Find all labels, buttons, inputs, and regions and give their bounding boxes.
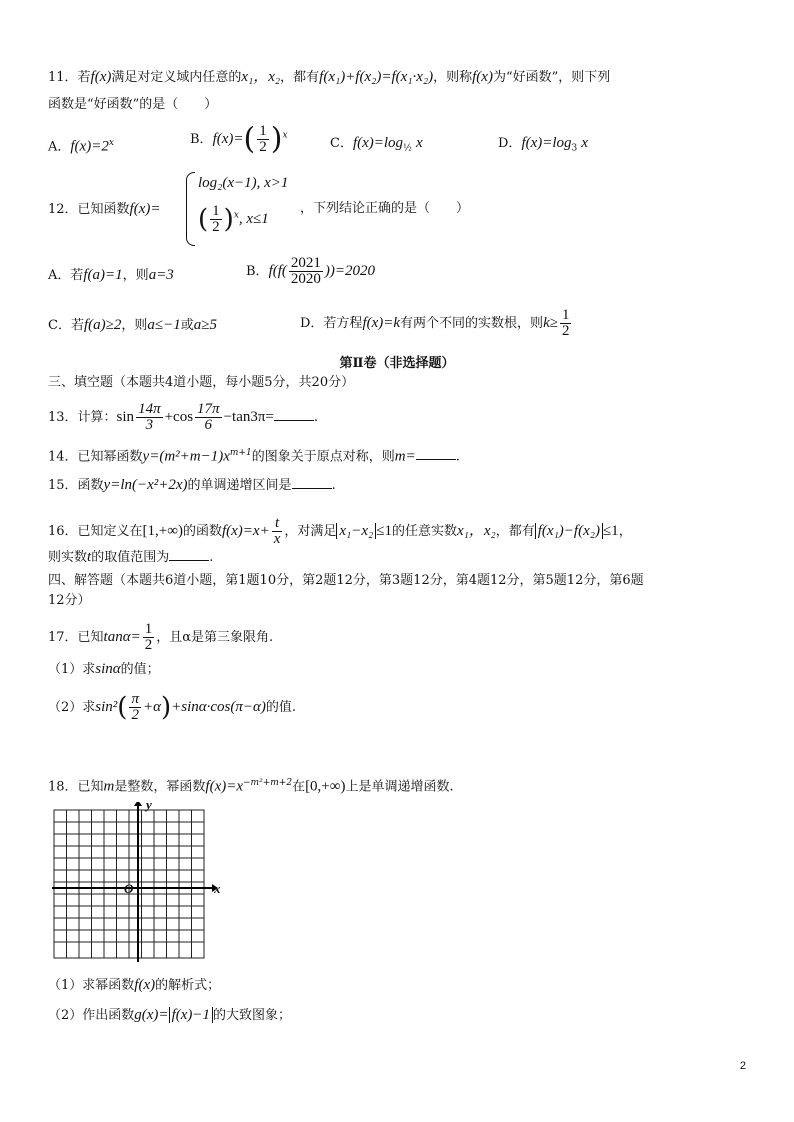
fraction: [195, 402, 222, 433]
numerator: π: [131, 691, 139, 707]
q18-text: 18．已知: [48, 779, 104, 795]
q17-text: 的值.: [265, 700, 297, 715]
q16-text: ，对满足: [284, 524, 337, 539]
option-var: x: [581, 135, 589, 151]
q11-text: ，则称: [433, 70, 473, 85]
case-sup: x: [233, 210, 239, 221]
option-expr: a=3: [148, 267, 174, 283]
q13: 13．计算：sin $\frac{14\pi}{3}$ +cos $\frac{17\pi}{6}$ −tan3π= .: [48, 401, 319, 433]
denominator: 2: [144, 637, 153, 653]
q13-text: 13．计算：: [48, 410, 117, 425]
q18-expr: f(x)=x: [205, 778, 244, 795]
q17-text: （1）求: [48, 662, 96, 677]
q16-var: t: [87, 549, 92, 565]
fraction: [257, 124, 269, 155]
q18-domain: [0,+∞): [305, 778, 346, 795]
q14-var: m=: [394, 448, 416, 465]
q12-case1: [198, 174, 288, 193]
q11-option-b: B．f(x)=( $\frac{1}{2}$ )$^x$: [190, 121, 288, 157]
q18-text: 的解析式；: [155, 978, 221, 993]
fraction: [143, 622, 155, 653]
option-label: D．若方程: [300, 316, 363, 331]
q16-ineq: f(x₁)−f(x₂): [535, 523, 603, 539]
fraction: [560, 308, 572, 339]
answer-blank: [292, 476, 332, 489]
q18-sup: −m²+m+2: [243, 778, 293, 788]
q17-expr: sinα: [95, 661, 121, 677]
option-text: 或: [180, 318, 194, 333]
q14-text: 的图象关于原点对称，则: [251, 449, 395, 465]
denominator: 3: [145, 417, 154, 433]
q12-option-d: [300, 308, 573, 339]
case-expr: log₂(x−1), x>1: [198, 175, 289, 191]
option-sub: 3: [571, 143, 578, 154]
coordinate-grid: [52, 802, 222, 962]
piecewise-brace: [186, 172, 195, 246]
option-sub: ½: [403, 143, 412, 154]
q12-option-b: [246, 256, 375, 287]
fraction: [129, 692, 141, 723]
option-expr: k≥: [543, 315, 558, 331]
option-expr: f(x)=log: [521, 135, 572, 151]
q12-case2: ( $\frac{1}{2}$ )$^x$, x≤1: [198, 203, 269, 235]
fraction: [289, 256, 323, 287]
numerator: 1: [259, 123, 267, 139]
fraction: [272, 516, 283, 547]
option-expr: a≤−1: [147, 317, 181, 333]
option-label: B．: [190, 132, 213, 147]
q15-expr: y=ln(−x²+2x): [103, 477, 188, 493]
option-text: ，则: [121, 318, 148, 333]
q12-option-a: [48, 266, 174, 285]
q17-text: ，且α是第三象限角.: [156, 630, 274, 645]
option-var: x: [415, 135, 423, 151]
q18-sub2: [48, 1006, 291, 1025]
q16-text: 则实数: [48, 550, 88, 565]
numerator: 2021: [290, 255, 321, 271]
option-label: A．若: [48, 268, 84, 283]
q16-line1: 16．已知定义在[1,+∞)的函数f(x)=x+ $\frac{t}{x}$ ，对满足 x₁−x₂ ≤1的任意实数x₁，x₂，都有 f(x₁)−f(x₂) ≤1，: [48, 515, 632, 547]
q11-vars: x₁，x₂: [241, 69, 281, 85]
q18-text: （1）求幂函数: [48, 978, 135, 993]
q12-post: ，下列结论正确的是（ ）: [300, 201, 470, 216]
option-sup: x: [282, 130, 288, 141]
q11-line1: [48, 68, 610, 87]
q15-text: 的单调递增区间是: [187, 478, 292, 493]
q18-sub1: [48, 976, 220, 995]
option-text: ，则: [122, 268, 149, 283]
q17-expr: +α: [142, 699, 161, 715]
numerator: 14π: [138, 401, 161, 417]
part3-header: 三、填空题（本题共4道小题，每小题5分，共20分）: [48, 375, 355, 390]
q11-text: ，都有: [280, 70, 320, 85]
q16-text: ，都有: [495, 524, 535, 539]
q18-text: 上是单调递增函数.: [345, 779, 454, 795]
numerator: t: [272, 516, 283, 532]
denominator: 2: [212, 219, 220, 235]
q18-text: （2）作出函数: [48, 1008, 135, 1023]
denominator: 6: [204, 417, 213, 433]
q11-text: 11．若: [48, 70, 91, 85]
answer-blank: [416, 447, 456, 460]
option-label: D．: [498, 136, 522, 151]
option-expr: f(x)=2: [70, 138, 109, 155]
part4-header-line1: 四、解答题（本题共6道小题，第1题10分，第2题12分，第3题12分，第4题12分，第5题12分，第6题: [48, 573, 644, 588]
page-number: 2: [739, 1060, 746, 1072]
option-expr: f(a)=1: [83, 267, 123, 283]
q18-stem: [48, 774, 454, 796]
q11-line2: 函数是“好函数”的是（ ）: [48, 97, 218, 112]
q17-sub2: （2）求sin²( $\frac{\pi}{2}$ +α)+sinα·cos(π−α)的值.: [48, 691, 297, 723]
q17-text: 的值；: [120, 662, 160, 677]
numerator: 17π: [197, 401, 220, 417]
option-expr: ))=2020: [324, 263, 376, 279]
q11-text: 满足对定义域内任意的: [111, 70, 242, 85]
option-label: C．: [330, 136, 353, 151]
section-title: 第Ⅱ卷（非选择题）: [339, 356, 455, 371]
option-text: 有两个不同的实数根，则: [400, 316, 544, 331]
q18-abs: f(x)−1: [169, 1007, 213, 1023]
q16-vars: x₁，x₂: [457, 523, 496, 539]
q13-cos: +cos: [164, 409, 194, 425]
numerator: 1: [561, 307, 570, 323]
q14: 14．已知幂函数$y=(m^2+m-1)x^{m+1}$的图象关于原点对称，则m= .: [48, 448, 460, 465]
q17-expr: sin²: [95, 699, 118, 715]
q18-var: m: [103, 778, 115, 795]
q18-expr: f(x): [134, 977, 156, 993]
q17-stem: [48, 622, 273, 653]
q12-stem: [48, 200, 160, 219]
q14-expr: y=(m²+m−1)x: [142, 448, 230, 465]
q11-equation: f(x₁)+f(x₂)=f(x₁·x₂): [319, 69, 434, 85]
q11-text: 为“好函数”，则下列: [492, 70, 611, 85]
q16-text: 的任意实数: [391, 524, 457, 539]
q17-text: （2）求: [48, 700, 96, 715]
case-cond: , x≤1: [238, 211, 269, 227]
q18-text: 是整数，幂函数: [114, 779, 206, 795]
q16-cond: x₁−x₂: [336, 523, 376, 539]
q11-fx: f(x): [472, 69, 493, 85]
fraction: [136, 402, 163, 433]
numerator: 1: [212, 203, 220, 219]
fraction: [210, 204, 222, 235]
q18-text: 的大致图象；: [213, 1008, 292, 1023]
q16-cond-tail: ≤1: [376, 523, 392, 539]
part4-header-line2: 12分）: [48, 593, 91, 608]
q16-line2: 则实数t的取值范围为 .: [48, 549, 214, 565]
q14-sup: m+1: [229, 448, 252, 458]
denominator: 2020: [290, 271, 321, 287]
q12-text: 12．已知函数: [48, 202, 130, 217]
option-label: C．若: [48, 318, 84, 333]
q17-sub1: [48, 660, 160, 679]
q17-text: 17．已知: [48, 630, 104, 645]
q11-option-d: [498, 134, 588, 158]
q12-option-c: [48, 316, 217, 335]
q16-text: 16．已知定义在: [48, 524, 143, 539]
option-expr: f(f(: [268, 263, 287, 279]
y-axis-label: y: [146, 797, 152, 812]
denominator: 2: [131, 707, 139, 723]
q18-expr: g(x)=: [134, 1007, 169, 1023]
q16-ineq-tail: ≤1: [602, 523, 619, 539]
x-axis-label: x: [214, 881, 221, 896]
q11-option-c: [330, 134, 423, 158]
q16-text: 的取值范围为: [91, 550, 170, 565]
q11-fx: f(x): [90, 69, 112, 85]
numerator: 1: [144, 621, 153, 637]
answer-blank: [274, 408, 314, 421]
q11-option-a: [48, 134, 114, 156]
option-label: A．: [48, 139, 71, 155]
option-expr: f(a)≥2: [83, 317, 122, 333]
q13-tail: −tan3π=: [223, 409, 274, 425]
q16-domain: [1,+∞): [142, 523, 183, 539]
option-sup: x: [108, 138, 114, 148]
answer-blank: [169, 548, 209, 561]
q15-text: 15．函数: [48, 478, 104, 493]
q13-sin: sin: [116, 409, 135, 425]
option-expr: f(x)=k: [362, 315, 401, 331]
q12-fx: f(x)=: [129, 201, 161, 217]
option-label: B．: [246, 264, 269, 279]
option-expr: f(x)=: [212, 131, 244, 147]
q16-text: 的函数: [182, 524, 222, 539]
q17-expr: +sinα·cos(π−α): [171, 699, 266, 715]
option-expr: a≥5: [193, 317, 217, 333]
option-expr: f(x)=log: [352, 135, 404, 151]
origin-label: O: [124, 881, 134, 896]
q14-text: 14．已知幂函数: [48, 449, 143, 465]
q17-expr: tanα=: [103, 629, 141, 645]
denominator: 2: [561, 323, 570, 339]
denominator: x: [273, 531, 281, 547]
q18-text: 在: [292, 779, 306, 795]
denominator: 2: [259, 139, 267, 155]
q16-expr: f(x)=x+: [221, 523, 270, 539]
q15: 15．函数y=ln(−x²+2x)的单调递增区间是 .: [48, 477, 336, 493]
